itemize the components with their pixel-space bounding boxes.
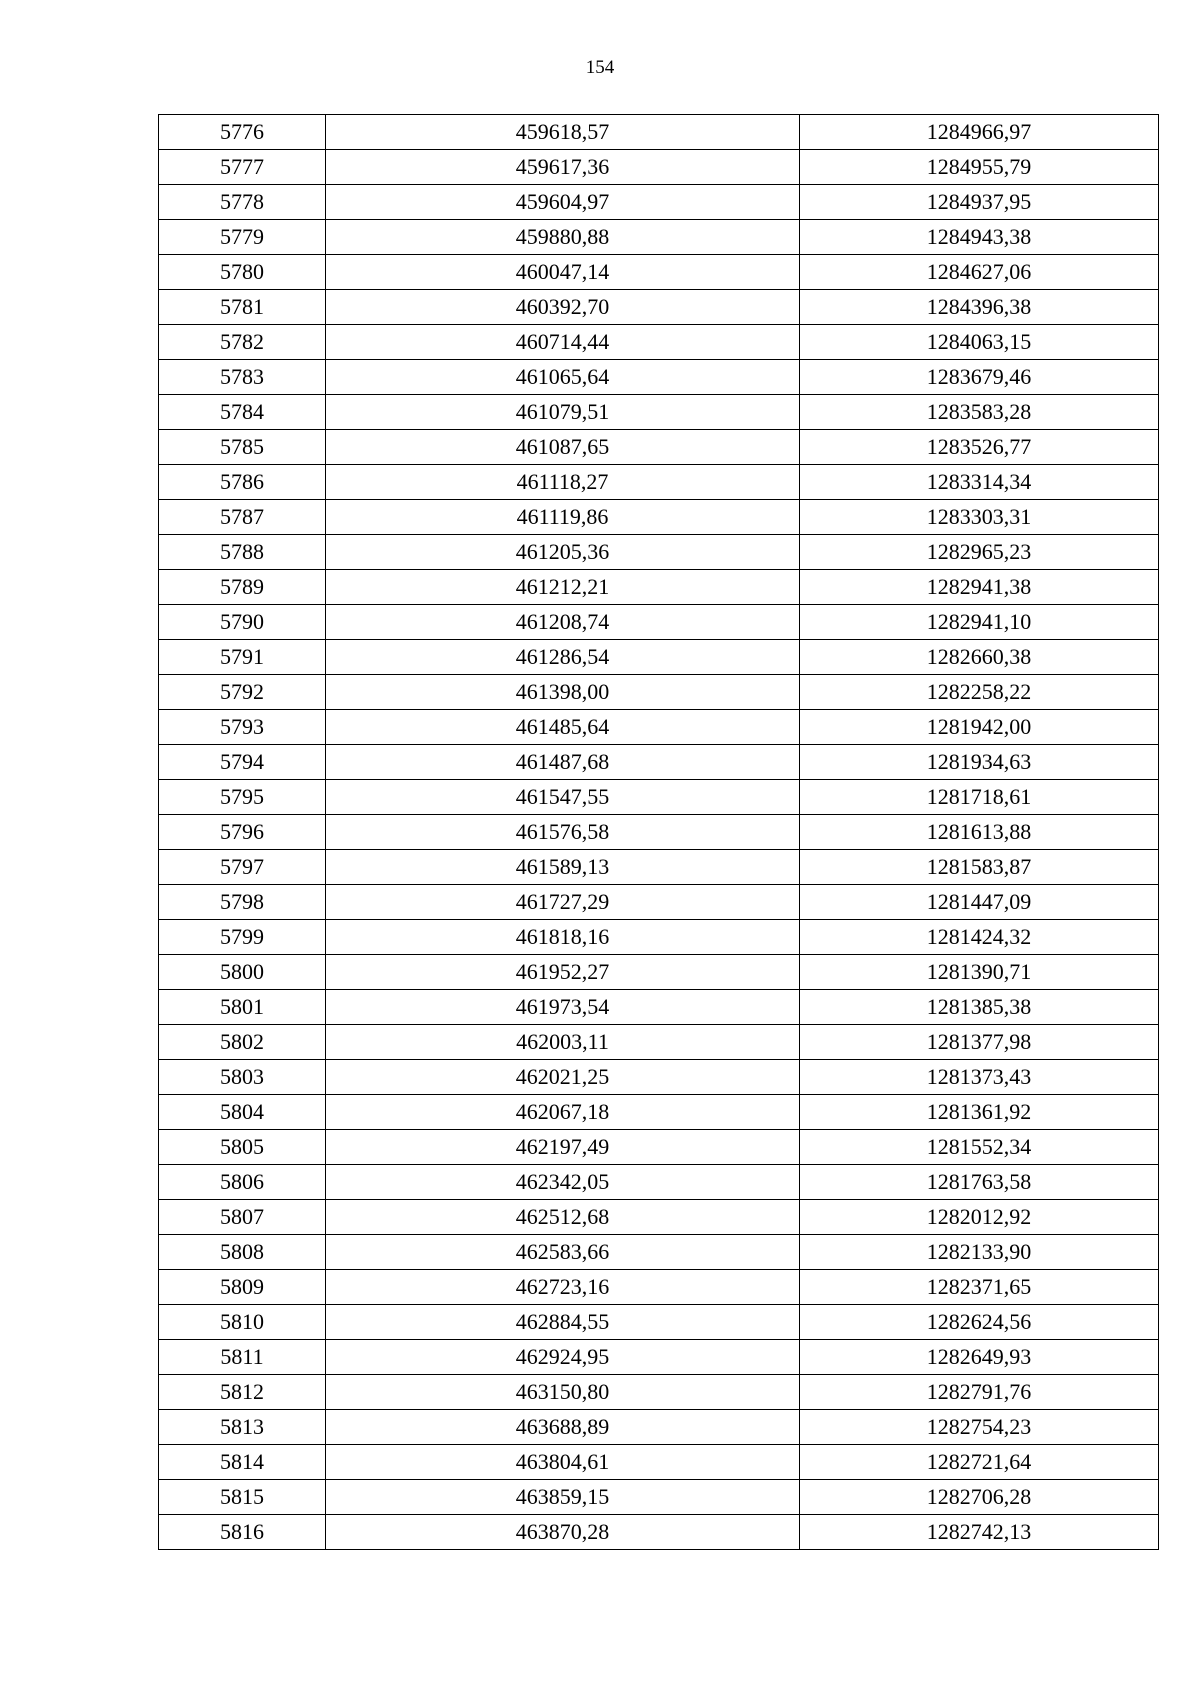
x-coordinate-cell: 461079,51 [326,395,800,430]
point-number-cell: 5799 [159,920,326,955]
x-coordinate-cell: 461065,64 [326,360,800,395]
point-number-cell: 5808 [159,1235,326,1270]
table-row [159,395,1159,430]
point-number-cell: 5815 [159,1480,326,1515]
table-row [159,885,1159,920]
x-coordinate-cell: 462021,25 [326,1060,800,1095]
point-number-cell: 5790 [159,605,326,640]
x-coordinate-cell: 462003,11 [326,1025,800,1060]
x-coordinate-cell: 459617,36 [326,150,800,185]
table-row [159,1410,1159,1445]
x-coordinate-cell: 461212,21 [326,570,800,605]
point-number-cell: 5778 [159,185,326,220]
point-number-cell: 5786 [159,465,326,500]
point-number-cell: 5807 [159,1200,326,1235]
table-row [159,570,1159,605]
table-row [159,185,1159,220]
y-coordinate-cell: 1283526,77 [800,430,1159,465]
page-number: 154 [585,57,615,78]
x-coordinate-cell: 460392,70 [326,290,800,325]
point-number-cell: 5816 [159,1515,326,1550]
table-row [159,150,1159,185]
point-number-cell: 5801 [159,990,326,1025]
x-coordinate-cell: 461487,68 [326,745,800,780]
point-number-cell: 5809 [159,1270,326,1305]
x-coordinate-cell: 462583,66 [326,1235,800,1270]
x-coordinate-cell: 463870,28 [326,1515,800,1550]
x-coordinate-cell: 461952,27 [326,955,800,990]
point-number-cell: 5812 [159,1375,326,1410]
x-coordinate-cell: 461118,27 [326,465,800,500]
table-row [159,1095,1159,1130]
x-coordinate-cell: 461818,16 [326,920,800,955]
table-row [159,290,1159,325]
y-coordinate-cell: 1281377,98 [800,1025,1159,1060]
point-number-cell: 5792 [159,675,326,710]
point-number-cell: 5805 [159,1130,326,1165]
point-number-cell: 5813 [159,1410,326,1445]
y-coordinate-cell: 1281385,38 [800,990,1159,1025]
table-row [159,1270,1159,1305]
point-number-cell: 5794 [159,745,326,780]
table-row [159,1515,1159,1550]
y-coordinate-cell: 1282965,23 [800,535,1159,570]
point-number-cell: 5798 [159,885,326,920]
y-coordinate-cell: 1284955,79 [800,150,1159,185]
x-coordinate-cell: 459880,88 [326,220,800,255]
x-coordinate-cell: 463859,15 [326,1480,800,1515]
table-row [159,1165,1159,1200]
y-coordinate-cell: 1282754,23 [800,1410,1159,1445]
y-coordinate-cell: 1281552,34 [800,1130,1159,1165]
x-coordinate-cell: 460714,44 [326,325,800,360]
x-coordinate-cell: 459618,57 [326,115,800,150]
x-coordinate-cell: 461589,13 [326,850,800,885]
y-coordinate-cell: 1281447,09 [800,885,1159,920]
x-coordinate-cell: 461576,58 [326,815,800,850]
y-coordinate-cell: 1282660,38 [800,640,1159,675]
point-number-cell: 5788 [159,535,326,570]
x-coordinate-cell: 463150,80 [326,1375,800,1410]
table-row [159,1060,1159,1095]
table-row [159,745,1159,780]
x-coordinate-cell: 460047,14 [326,255,800,290]
table-row [159,850,1159,885]
y-coordinate-cell: 1281763,58 [800,1165,1159,1200]
y-coordinate-cell: 1282791,76 [800,1375,1159,1410]
point-number-cell: 5783 [159,360,326,395]
table-row [159,360,1159,395]
y-coordinate-cell: 1283303,31 [800,500,1159,535]
x-coordinate-cell: 462723,16 [326,1270,800,1305]
y-coordinate-cell: 1282941,38 [800,570,1159,605]
y-coordinate-cell: 1281942,00 [800,710,1159,745]
point-number-cell: 5785 [159,430,326,465]
point-number-cell: 5804 [159,1095,326,1130]
table-row [159,1130,1159,1165]
y-coordinate-cell: 1282624,56 [800,1305,1159,1340]
x-coordinate-cell: 461087,65 [326,430,800,465]
y-coordinate-cell: 1282649,93 [800,1340,1159,1375]
y-coordinate-cell: 1281373,43 [800,1060,1159,1095]
y-coordinate-cell: 1282941,10 [800,605,1159,640]
x-coordinate-cell: 462924,95 [326,1340,800,1375]
y-coordinate-cell: 1281390,71 [800,955,1159,990]
y-coordinate-cell: 1283679,46 [800,360,1159,395]
point-number-cell: 5793 [159,710,326,745]
y-coordinate-cell: 1281583,87 [800,850,1159,885]
y-coordinate-cell: 1283314,34 [800,465,1159,500]
point-number-cell: 5780 [159,255,326,290]
point-number-cell: 5782 [159,325,326,360]
y-coordinate-cell: 1281424,32 [800,920,1159,955]
x-coordinate-cell: 461205,36 [326,535,800,570]
y-coordinate-cell: 1284063,15 [800,325,1159,360]
x-coordinate-cell: 463804,61 [326,1445,800,1480]
y-coordinate-cell: 1281934,63 [800,745,1159,780]
table-row [159,675,1159,710]
y-coordinate-cell: 1281613,88 [800,815,1159,850]
x-coordinate-cell: 461119,86 [326,500,800,535]
y-coordinate-cell: 1282133,90 [800,1235,1159,1270]
y-coordinate-cell: 1284627,06 [800,255,1159,290]
y-coordinate-cell: 1284943,38 [800,220,1159,255]
x-coordinate-cell: 461485,64 [326,710,800,745]
y-coordinate-cell: 1284937,95 [800,185,1159,220]
x-coordinate-cell: 461398,00 [326,675,800,710]
point-number-cell: 5796 [159,815,326,850]
table-row [159,535,1159,570]
table-row [159,990,1159,1025]
point-number-cell: 5803 [159,1060,326,1095]
table-row [159,605,1159,640]
table-row [159,1200,1159,1235]
table-row [159,115,1159,150]
point-number-cell: 5779 [159,220,326,255]
x-coordinate-cell: 462342,05 [326,1165,800,1200]
table-row [159,955,1159,990]
table-row [159,780,1159,815]
coordinates-table [158,114,1159,1550]
y-coordinate-cell: 1284396,38 [800,290,1159,325]
table-row [159,920,1159,955]
table-row [159,500,1159,535]
point-number-cell: 5797 [159,850,326,885]
point-number-cell: 5787 [159,500,326,535]
x-coordinate-cell: 463688,89 [326,1410,800,1445]
x-coordinate-cell: 462197,49 [326,1130,800,1165]
x-coordinate-cell: 461973,54 [326,990,800,1025]
table-row [159,815,1159,850]
y-coordinate-cell: 1282706,28 [800,1480,1159,1515]
x-coordinate-cell: 461547,55 [326,780,800,815]
table-row [159,1340,1159,1375]
point-number-cell: 5795 [159,780,326,815]
y-coordinate-cell: 1283583,28 [800,395,1159,430]
table-row [159,1480,1159,1515]
point-number-cell: 5777 [159,150,326,185]
point-number-cell: 5800 [159,955,326,990]
y-coordinate-cell: 1282371,65 [800,1270,1159,1305]
point-number-cell: 5814 [159,1445,326,1480]
point-number-cell: 5791 [159,640,326,675]
y-coordinate-cell: 1281718,61 [800,780,1159,815]
y-coordinate-cell: 1282012,92 [800,1200,1159,1235]
x-coordinate-cell: 461208,74 [326,605,800,640]
table-row [159,1445,1159,1480]
table-row [159,465,1159,500]
table-row [159,1305,1159,1340]
table-row [159,1235,1159,1270]
x-coordinate-cell: 462884,55 [326,1305,800,1340]
y-coordinate-cell: 1282742,13 [800,1515,1159,1550]
x-coordinate-cell: 461727,29 [326,885,800,920]
point-number-cell: 5806 [159,1165,326,1200]
point-number-cell: 5789 [159,570,326,605]
table-row [159,640,1159,675]
point-number-cell: 5810 [159,1305,326,1340]
table-row [159,430,1159,465]
point-number-cell: 5802 [159,1025,326,1060]
table-row [159,1025,1159,1060]
table-row [159,255,1159,290]
point-number-cell: 5776 [159,115,326,150]
y-coordinate-cell: 1282258,22 [800,675,1159,710]
point-number-cell: 5781 [159,290,326,325]
point-number-cell: 5811 [159,1340,326,1375]
y-coordinate-cell: 1284966,97 [800,115,1159,150]
x-coordinate-cell: 459604,97 [326,185,800,220]
y-coordinate-cell: 1282721,64 [800,1445,1159,1480]
x-coordinate-cell: 462512,68 [326,1200,800,1235]
coordinates-table-body [159,115,1159,1550]
table-row [159,710,1159,745]
table-row [159,220,1159,255]
table-row [159,1375,1159,1410]
x-coordinate-cell: 462067,18 [326,1095,800,1130]
point-number-cell: 5784 [159,395,326,430]
x-coordinate-cell: 461286,54 [326,640,800,675]
y-coordinate-cell: 1281361,92 [800,1095,1159,1130]
table-row [159,325,1159,360]
